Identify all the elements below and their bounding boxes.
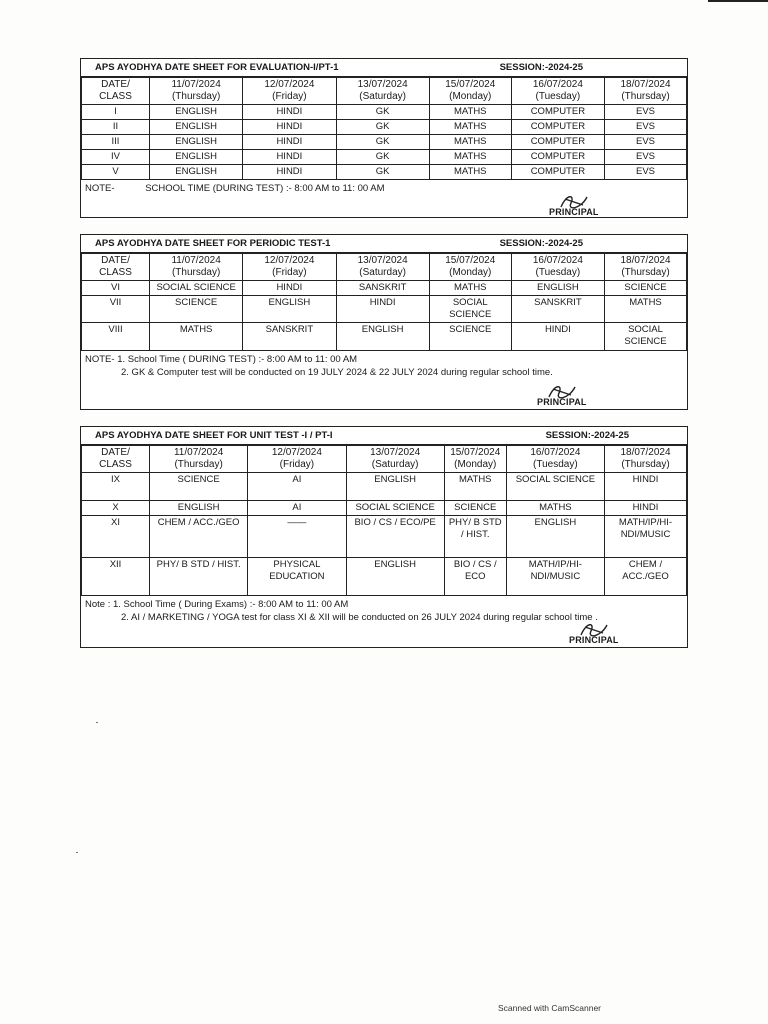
subject-cell: BIO / CS / ECO [444,558,506,596]
subject-cell: MATHS [506,501,604,516]
table-header-row [82,446,687,473]
header-cell: 15/07/2024 (Monday) [429,254,511,281]
subject-cell: MATHS [429,120,511,135]
note-text: SCHOOL TIME (DURING TEST) :- 8:00 AM to 11: 00 AM [145,183,385,194]
subject-cell: HINDI [243,105,336,120]
table-row [82,165,687,180]
subject-cell: CHEM / ACC./GEO [150,516,248,558]
table-row [82,558,687,596]
class-cell: III [82,135,150,150]
header-cell: 11/07/2024 (Thursday) [150,446,248,473]
sheet-header [81,427,687,445]
header-cell: 12/07/2024 (Friday) [243,254,336,281]
scan-edge-mark [708,0,768,2]
subject-cell: ENGLISH [150,165,243,180]
session-label: SESSION:-2024-25 [545,430,629,441]
subject-cell: SANSKRIT [336,281,429,296]
subject-cell: HINDI [243,150,336,165]
subject-cell: HINDI [243,120,336,135]
subject-cell: COMPUTER [511,120,604,135]
table-body [82,105,687,180]
table-row [82,150,687,165]
date-sheet-periodic-test [80,234,688,410]
table-body [82,281,687,351]
subject-cell: ENGLISH [336,323,429,351]
date-sheet-unit-test [80,426,688,648]
subject-cell: ENGLISH [150,120,243,135]
header-cell: 11/07/2024 (Thursday) [150,254,243,281]
class-cell: VII [82,296,150,323]
subject-cell: EVS [605,150,687,165]
class-cell: I [82,105,150,120]
subject-cell: HINDI [243,135,336,150]
subject-cell: MATHS [429,105,511,120]
date-sheet-evaluation [80,58,688,218]
subject-cell: SOCIAL SCIENCE [605,323,687,351]
table-row [82,296,687,323]
header-cell: DATE/ CLASS [82,78,150,105]
class-cell: X [82,501,150,516]
signature-scribble-icon [545,381,581,403]
header-cell: 18/07/2024 (Thursday) [605,446,687,473]
subject-cell: ENGLISH [346,473,444,501]
subject-cell: SANSKRIT [243,323,336,351]
class-cell: IV [82,150,150,165]
subject-cell: ENGLISH [506,516,604,558]
table-row [82,281,687,296]
class-cell: VIII [82,323,150,351]
note-label: NOTE- [85,183,115,194]
subject-cell: HINDI [243,165,336,180]
header-cell: 12/07/2024 (Friday) [248,446,346,473]
table-row [82,473,687,501]
subject-cell: GK [336,105,429,120]
subject-cell: EVS [605,165,687,180]
principal-signature: PRINCIPAL [569,635,619,645]
subject-cell: MATHS [444,473,506,501]
subject-cell: HINDI [243,281,336,296]
subject-cell: GK [336,150,429,165]
note-line-2: 2. AI / MARKETING / YOGA test for class XI & XII will be conducted on 26 JULY 2024 during regular school time . [121,612,598,623]
schedule-table [81,77,687,180]
signature-scribble-icon [577,619,613,641]
table-row [82,120,687,135]
header-cell: 15/07/2024 (Monday) [444,446,506,473]
class-cell: V [82,165,150,180]
subject-cell: SCIENCE [150,473,248,501]
principal-signature: PRINCIPAL [537,397,587,407]
note-line-2: 2. GK & Computer test will be conducted on 19 JULY 2024 & 22 JULY 2024 during regular school time. [121,367,553,378]
header-cell: 16/07/2024 (Tuesday) [506,446,604,473]
class-cell: IX [82,473,150,501]
subject-cell: SCIENCE [605,281,687,296]
header-cell: 15/07/2024 (Monday) [429,78,511,105]
header-cell: 16/07/2024 (Tuesday) [511,78,604,105]
subject-cell: BIO / CS / ECO/PE [346,516,444,558]
subject-cell: EVS [605,120,687,135]
note-section [81,180,687,197]
table-row [82,501,687,516]
class-cell: II [82,120,150,135]
table-header-row [82,254,687,281]
header-cell: 13/07/2024 (Saturday) [346,446,444,473]
table-row [82,516,687,558]
subject-cell: MATHS [429,135,511,150]
header-cell: 18/07/2024 (Thursday) [605,254,687,281]
note-line-1: Note : 1. School Time ( During Exams) :- 8:00 AM to 11: 00 AM [85,599,349,610]
subject-cell: MATH/IP/HI- NDI/MUSIC [506,558,604,596]
subject-cell: SOCIAL SCIENCE [506,473,604,501]
principal-signature: PRINCIPAL [549,207,599,217]
subject-cell: —— [248,516,346,558]
header-cell: 13/07/2024 (Saturday) [336,78,429,105]
header-cell: DATE/ CLASS [82,446,150,473]
header-cell: 11/07/2024 (Thursday) [150,78,243,105]
header-cell: 16/07/2024 (Tuesday) [511,254,604,281]
subject-cell: HINDI [605,501,687,516]
subject-cell: MATHS [429,150,511,165]
sheet-header [81,59,687,77]
subject-cell: MATH/IP/HI-NDI/MUSIC [605,516,687,558]
subject-cell: SCIENCE [150,296,243,323]
scan-speck [96,722,98,723]
subject-cell: AI [248,501,346,516]
subject-cell: MATHS [605,296,687,323]
signature-scribble-icon [557,191,593,213]
subject-cell: COMPUTER [511,150,604,165]
class-cell: XI [82,516,150,558]
scanner-watermark: Scanned with CamScanner [498,1003,602,1013]
table-header-row [82,78,687,105]
header-cell: 12/07/2024 (Friday) [243,78,336,105]
subject-cell: COMPUTER [511,105,604,120]
note-section [81,351,687,381]
subject-cell: GK [336,165,429,180]
session-label: SESSION:-2024-25 [499,62,583,73]
subject-cell: COMPUTER [511,165,604,180]
subject-cell: ENGLISH [346,558,444,596]
subject-cell: SOCIAL SCIENCE [346,501,444,516]
header-cell: DATE/ CLASS [82,254,150,281]
subject-cell: COMPUTER [511,135,604,150]
session-label: SESSION:-2024-25 [499,238,583,249]
class-cell: VI [82,281,150,296]
header-cell: 18/07/2024 (Thursday) [605,78,687,105]
table-row [82,323,687,351]
subject-cell: ENGLISH [150,150,243,165]
subject-cell: ENGLISH [150,105,243,120]
subject-cell: MATHS [429,281,511,296]
subject-cell: PHY/ B STD / HIST. [150,558,248,596]
sheet-title: APS AYODHYA DATE SHEET FOR PERIODIC TEST-1 [95,238,331,249]
scan-speck [76,852,78,853]
subject-cell: ENGLISH [150,501,248,516]
subject-cell: PHYSICAL EDUCATION [248,558,346,596]
subject-cell: HINDI [336,296,429,323]
note-line-1: NOTE- 1. School Time ( DURING TEST) :- 8:00 AM to 11: 00 AM [85,354,358,365]
subject-cell: SCIENCE [429,323,511,351]
subject-cell: EVS [605,135,687,150]
subject-cell: EVS [605,105,687,120]
table-row [82,135,687,150]
header-cell: 13/07/2024 (Saturday) [336,254,429,281]
schedule-table [81,253,687,351]
class-cell: XII [82,558,150,596]
subject-cell: GK [336,135,429,150]
subject-cell: HINDI [511,323,604,351]
subject-cell: SCIENCE [444,501,506,516]
subject-cell: HINDI [605,473,687,501]
sheet-title: APS AYODHYA DATE SHEET FOR UNIT TEST -I / PT-I [95,430,333,441]
subject-cell: MATHS [429,165,511,180]
table-row [82,105,687,120]
schedule-table [81,445,687,596]
subject-cell: MATHS [150,323,243,351]
subject-cell: CHEM / ACC./GEO [605,558,687,596]
subject-cell: GK [336,120,429,135]
subject-cell: PHY/ B STD / HIST. [444,516,506,558]
subject-cell: SANSKRIT [511,296,604,323]
subject-cell: SOCIAL SCIENCE [150,281,243,296]
subject-cell: SOCIAL SCIENCE [429,296,511,323]
subject-cell: ENGLISH [150,135,243,150]
sheet-header [81,235,687,253]
subject-cell: ENGLISH [243,296,336,323]
subject-cell: AI [248,473,346,501]
subject-cell: ENGLISH [511,281,604,296]
table-body [82,473,687,596]
sheet-title: APS AYODHYA DATE SHEET FOR EVALUATION-I/PT-1 [95,62,339,73]
